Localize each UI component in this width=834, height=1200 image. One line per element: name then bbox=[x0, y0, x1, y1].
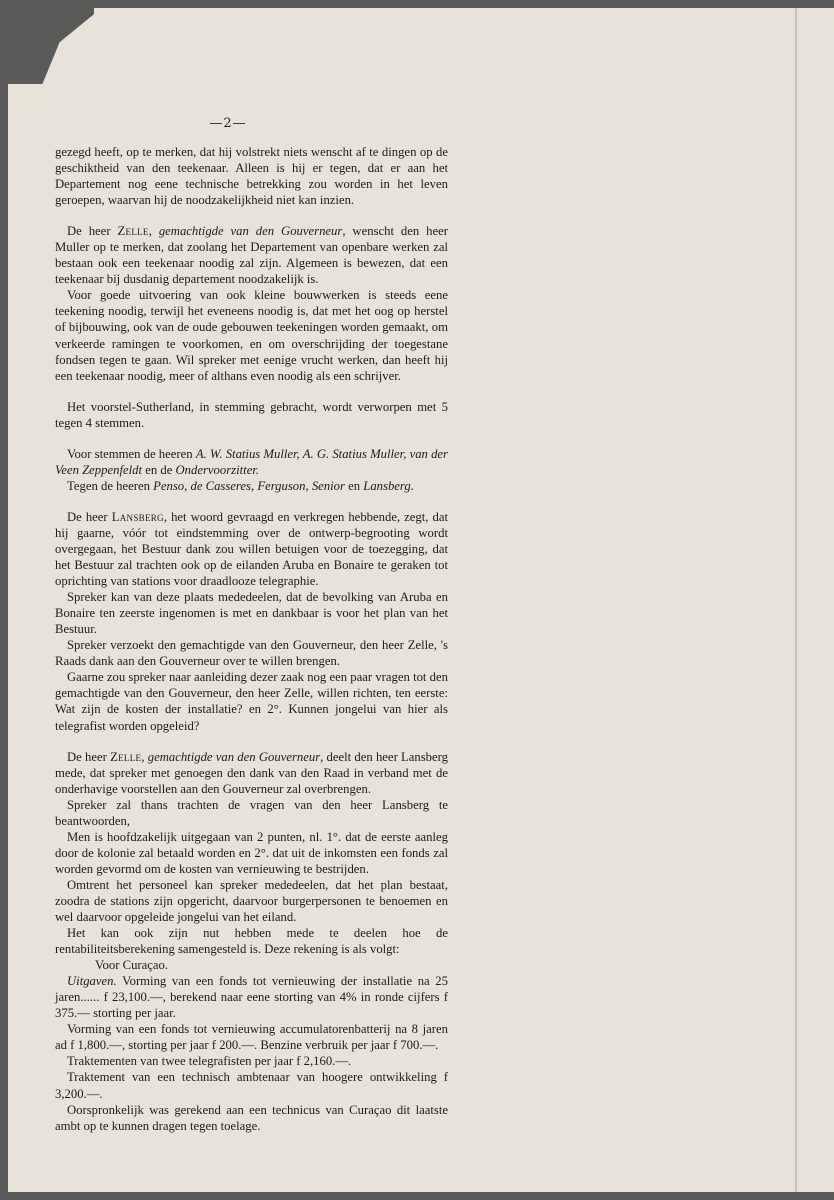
page-number: —2— bbox=[209, 116, 247, 131]
paragraph: De heer Zelle, gemachtigde van den Gouverneur, deelt den heer Lansberg mede, dat spreker met genoegen den dank van den Raad in verband met de onderhavige voorstellen aan den Gouverneur zal overbrengen. bbox=[55, 749, 448, 796]
paragraph: Oorspronkelijk was gerekend aan een technicus van Curaçao dit laatste ambt op te kunnen dragen tegen toelage. bbox=[55, 1102, 448, 1133]
paragraph: Gaarne zou spreker naar aanleiding dezer zaak nog een paar vragen tot den gemachtigde van den Gouverneur, den heer Zelle, willen richten, ten eerste: Wat zijn de kosten der installatie? en 2°. Kunnen jongelui van hier als telegrafist worden opgeleid? bbox=[55, 670, 448, 733]
paragraph: Spreker kan van deze plaats mededeelen, dat de bevolking van Aruba en Bonaire ten zeerste ingenomen is met en dankbaar is voor het plan van het Bestuur. bbox=[55, 590, 448, 637]
subheading: Voor Curaçao. bbox=[95, 958, 169, 973]
speaker-name: Zelle bbox=[110, 749, 142, 764]
paragraph: De heer Lansberg, het woord gevraagd en verkregen hebbende, zegt, dat hij gaarne, vóór tot eindstemming over de ontwerp-begrooting wordt overgegaan, het Bestuur dank zou willen betuigen voor de toezegging, dat het Bestuur zal trachten ook op de eilanden Aruba en Bonaire te geraken tot oprichting van stations voor draadlooze telegraphie. bbox=[55, 509, 448, 589]
paragraph: Spreker verzoekt den gemachtigde van den Gouverneur, den heer Zelle, 's Raads dank aan den Gouverneur over te willen brengen. bbox=[55, 638, 448, 669]
paragraph: Traktementen van twee telegrafisten per jaar f 2,160.—. bbox=[67, 1054, 352, 1069]
page-fold-line bbox=[795, 8, 797, 1192]
paragraph: Tegen de heeren Penso, de Casseres, Ferguson, Senior en Lansberg. bbox=[67, 478, 414, 493]
speaker-name: Lansberg bbox=[111, 509, 164, 524]
paragraph: Voor goede uitvoering van ook kleine bouwwerken is steeds eene teekening noodig, terwijl het eveneens noodig is, dat met het oog op herstel of bijbouwing, ook van de oude gebouwen teekeningen worden gemaakt, om verkeerde ramingen te voorkomen, en om overschrijding der toegestane fondsen tegen te gaan. Wil spreker met eenige vrucht werken, dan heeft hij een teekenaar noodig, meer of althans even noodig als een schrijver. bbox=[55, 288, 448, 383]
paragraph: Voor stemmen de heeren A. W. Statius Muller, A. G. Statius Muller, van der Veen Zeppenfeldt en de Ondervoorzitter. bbox=[55, 446, 448, 477]
paragraph: Spreker zal thans trachten de vragen van den heer Lansberg te beantwoorden, bbox=[55, 797, 448, 828]
document-page bbox=[8, 8, 834, 1192]
paragraph: Omtrent het personeel kan spreker mededeelen, dat het plan bestaat, zoodra de stations zijn opgericht, daarvoor burgerpersonen te benoemen en wel daarvoor opgeleide jongelui van het eiland. bbox=[55, 877, 448, 925]
paragraph: Traktement van een technisch ambtenaar van hoogere ontwikkeling f 3,200.—. bbox=[55, 1070, 448, 1101]
paragraph: Uitgaven. Vorming van een fonds tot vernieuwing der installatie na 25 jaren...... f 23,100.—, berekend naar eene storting van 4% in ronde cijfers f 375.— storting per jaar. bbox=[55, 974, 448, 1021]
paragraph: Het voorstel-Sutherland, in stemming gebracht, wordt verworpen met 5 tegen 4 stemmen. bbox=[55, 399, 448, 430]
paragraph: Vorming van een fonds tot vernieuwing accumulatorenbatterij na 8 jaren ad f 1,800.—, storting per jaar f 200.—. Benzine verbruik per jaar f 700.—. bbox=[55, 1022, 448, 1053]
text-column bbox=[55, 144, 448, 1134]
paragraph: Men is hoofdzakelijk uitgegaan van 2 punten, nl. 1°. dat de eerste aanleg door de kolonie zal betaald worden en 2°. dat uit de inkomsten een fonds zal worden gevormd om de kosten van vernieuwing te bestrijden. bbox=[55, 829, 448, 876]
speaker-name: Zelle bbox=[117, 224, 149, 239]
paragraph: Het kan ook zijn nut hebben mede te deelen hoe de rentabiliteitsberekening samengesteld is. Deze rekening is als volgt: bbox=[55, 926, 448, 957]
paragraph: gezegd heeft, op te merken, dat hij volstrekt niets wenscht af te dingen op de geschiktheid van den teekenaar. Alleen is hij er tegen, dat er aan het Departement nog eene technische betrekking zou worden in het leven geroepen, waarvan hij de noodzakelijkheid niet kan inzien. bbox=[55, 145, 448, 208]
torn-corner bbox=[8, 8, 94, 84]
paragraph: De heer Zelle, gemachtigde van den Gouverneur, wenscht den heer Muller op te merken, dat zoolang het Departement van openbare werken zal bestaan ook een teekenaar noodig zal zijn. Algemeen is bewezen, dat een teekenaar bij dusdanig departement noodzakelijk is. bbox=[55, 224, 448, 287]
